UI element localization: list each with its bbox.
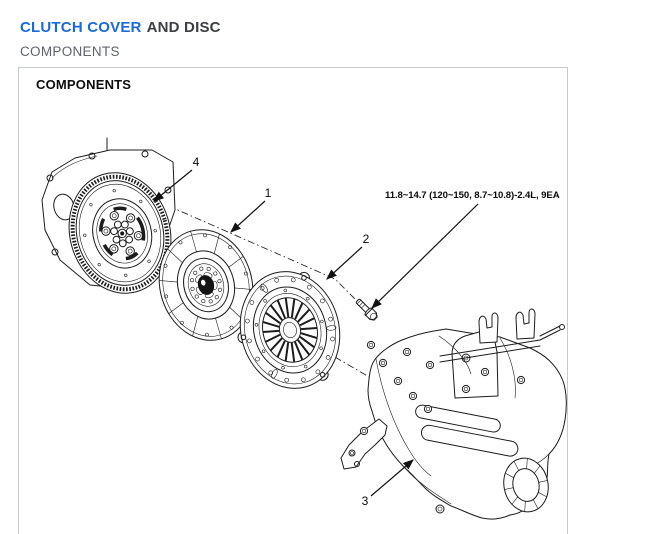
section-label: COMPONENTS <box>20 44 120 59</box>
torque-note: 11.8~14.7 (120~150, 8.7~10.8)-2.4L, 9EA <box>385 190 560 201</box>
callout-2 <box>327 232 370 279</box>
transaxle-drawing <box>341 309 566 519</box>
callout-2-label: 2 <box>362 232 370 246</box>
clutch-cover-link[interactable]: CLUTCH COVER <box>20 19 142 37</box>
page-title-rest: AND DISC <box>146 19 221 37</box>
components-panel <box>18 67 568 534</box>
components-diagram <box>19 68 567 533</box>
callout-1-label: 1 <box>264 186 272 200</box>
callout-3 <box>362 460 413 508</box>
torque-callout <box>372 190 560 308</box>
callout-4-label: 4 <box>192 155 200 169</box>
callout-1 <box>231 186 272 232</box>
callout-3-label: 3 <box>361 494 369 508</box>
page-title <box>20 19 221 36</box>
panel-heading: COMPONENTS <box>36 77 132 92</box>
bolt-drawing <box>354 297 379 322</box>
